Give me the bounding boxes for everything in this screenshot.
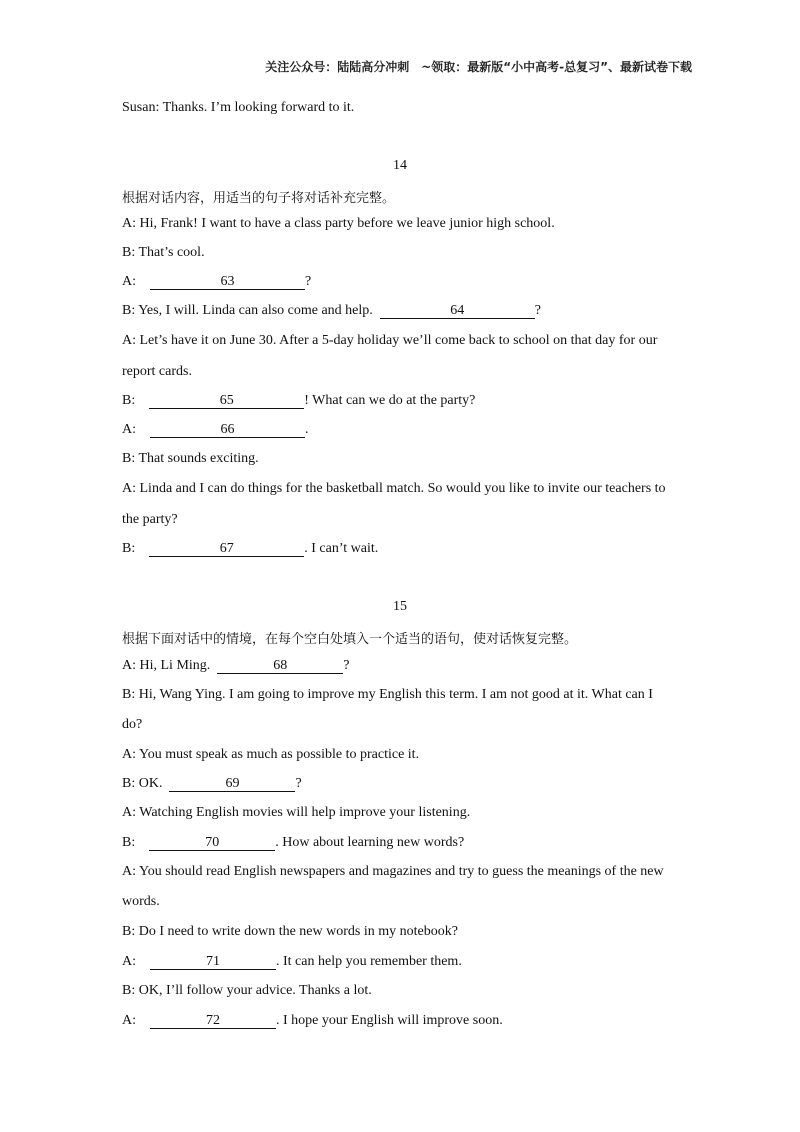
q15-line-7b: words. <box>122 894 160 909</box>
blank-63[interactable]: 63 <box>150 274 305 290</box>
q15-line-8: B: Do I need to write down the new words in my notebook? <box>122 924 458 939</box>
q14-line-2: B: That’s cool. <box>122 245 205 260</box>
blank-67[interactable]: 67 <box>149 541 304 557</box>
blank-69[interactable]: 69 <box>169 776 295 792</box>
blank-72[interactable]: 72 <box>150 1013 276 1029</box>
blank-65[interactable]: 65 <box>149 393 304 409</box>
q15-line-11: A: 72 . I hope your English will improve soon. <box>122 1013 503 1028</box>
q14-line-8: B: That sounds exciting. <box>122 451 259 466</box>
question-number-14: 14 <box>393 158 407 173</box>
q14-line-3: A: 63 ? <box>122 274 312 289</box>
q14-line-7: A: 66 . <box>122 422 309 437</box>
q14-line-9b: the party? <box>122 512 178 527</box>
question-number-15: 15 <box>393 599 407 614</box>
page-header: 关注公众号：陆陆高分冲刺 ~领取：最新版“小中高考-总复习”、最新试卷下载 <box>265 60 692 74</box>
q14-instruction: 根据对话内容，用适当的句子将对话补充完整。 <box>122 191 396 206</box>
blank-70[interactable]: 70 <box>149 835 275 851</box>
q14-line-4: B: Yes, I will. Linda can also come and help. 64 ? <box>122 303 542 318</box>
q14-line-6: B: 65 ! What can we do at the party? <box>122 393 476 408</box>
q15-line-2a: B: Hi, Wang Ying. I am going to improve my English this term. I am not good at it. What can I <box>122 687 653 702</box>
q14-line-5b: report cards. <box>122 364 192 379</box>
blank-64[interactable]: 64 <box>380 303 535 319</box>
q14-line-10: B: 67 . I can’t wait. <box>122 541 379 556</box>
q15-line-3: A: You must speak as much as possible to practice it. <box>122 747 420 762</box>
q15-line-9: A: 71 . It can help you remember them. <box>122 954 462 969</box>
blank-66[interactable]: 66 <box>150 422 305 438</box>
q15-line-4: B: OK. 69 ? <box>122 776 302 791</box>
q14-line-5a: A: Let’s have it on June 30. After a 5-day holiday we’ll come back to school on that day for our <box>122 333 658 348</box>
q15-line-2b: do? <box>122 717 143 732</box>
q14-line-1: A: Hi, Frank! I want to have a class party before we leave junior high school. <box>122 216 555 231</box>
blank-71[interactable]: 71 <box>150 954 276 970</box>
q15-line-6: B: 70 . How about learning new words? <box>122 835 465 850</box>
q15-line-7a: A: You should read English newspapers and magazines and try to guess the meanings of the new <box>122 864 664 879</box>
blank-68[interactable]: 68 <box>217 658 343 674</box>
q15-line-1: A: Hi, Li Ming. 68 ? <box>122 658 350 673</box>
intro-line: Susan: Thanks. I’m looking forward to it. <box>122 100 355 115</box>
q14-line-9a: A: Linda and I can do things for the basketball match. So would you like to invite our teachers to <box>122 481 666 496</box>
q15-line-10: B: OK, I’ll follow your advice. Thanks a lot. <box>122 983 372 998</box>
q15-instruction: 根据下面对话中的情境，在每个空白处填入一个适当的语句，使对话恢复完整。 <box>122 632 578 647</box>
q15-line-5: A: Watching English movies will help improve your listening. <box>122 805 471 820</box>
